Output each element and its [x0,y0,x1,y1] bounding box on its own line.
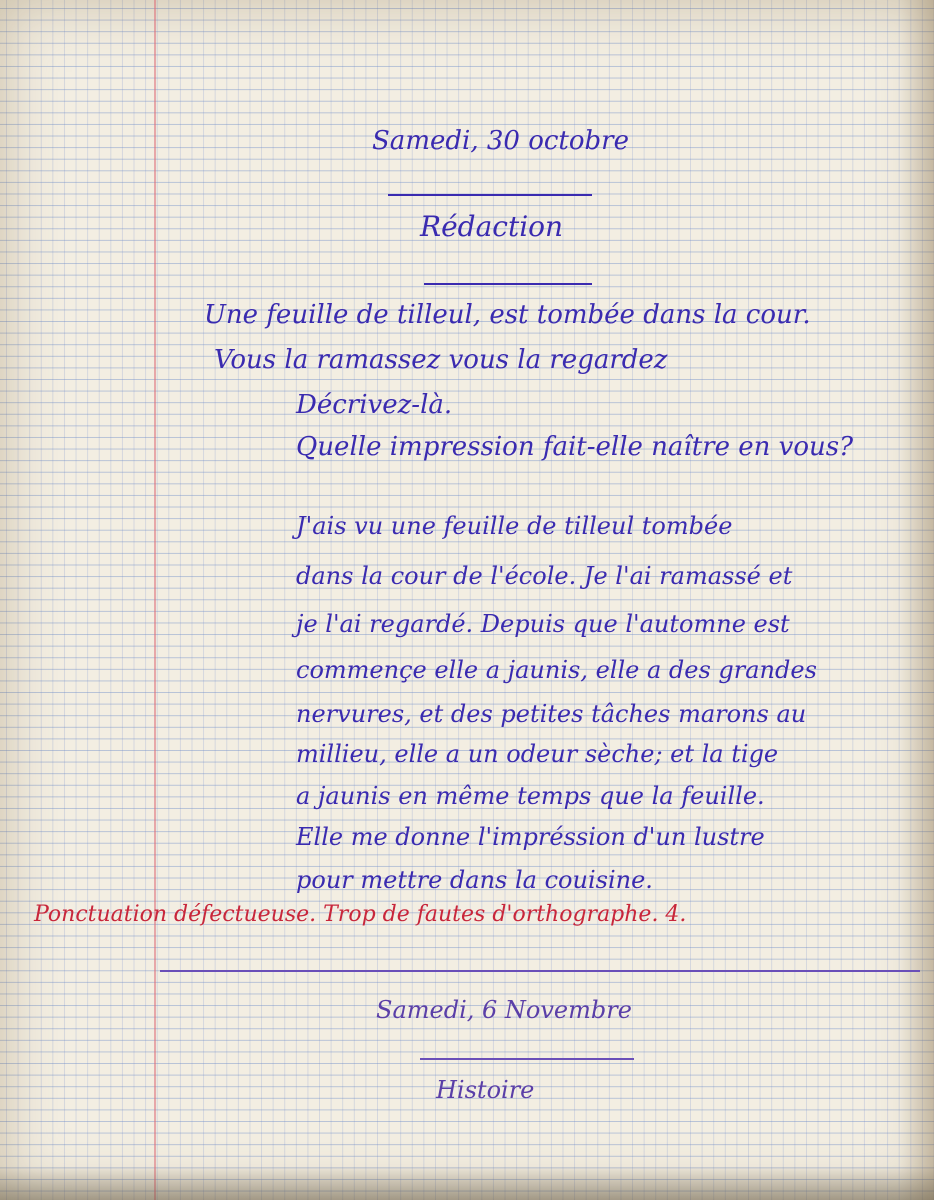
entry-date: Samedi, 30 octobre [372,126,629,156]
prompt-line: Quelle impression fait-elle naître en vous? [296,432,854,462]
page-edge-shadow [900,0,934,1200]
divider-rule [424,283,592,285]
entry-date: Samedi, 6 Novembre [376,996,632,1024]
divider-rule [420,1058,634,1060]
teacher-comment: Ponctuation défectueuse. Trop de fautes d'orthographe. 4. [34,902,687,927]
divider-rule [388,194,592,196]
essay-line: pour mettre dans la couisine. [296,866,653,894]
prompt-line: Une feuille de tilleul, est tombée dans la cour. [204,300,811,330]
essay-line: a jaunis en même temps que la feuille. [296,782,765,810]
section-divider [160,970,920,972]
essay-line: commençe elle a jaunis, elle a des grandes [296,656,817,684]
essay-line: dans la cour de l'école. Je l'ai ramassé et [296,562,793,590]
prompt-line: Vous la ramassez vous la regardez [214,345,668,375]
entry-title: Rédaction [420,210,564,243]
prompt-line: Décrivez-là. [296,390,453,420]
essay-line: J'ais vu une feuille de tilleul tombée [296,512,733,540]
essay-line: je l'ai regardé. Depuis que l'automne est [296,610,790,638]
margin-line [154,0,156,1200]
entry-title: Histoire [436,1076,535,1104]
essay-line: Elle me donne l'impréssion d'un lustre [296,823,765,851]
essay-line: millieu, elle a un odeur sèche; et la tige [296,740,779,768]
page-bottom-shadow [0,1166,934,1200]
essay-line: nervures, et des petites tâches marons au [296,700,807,728]
